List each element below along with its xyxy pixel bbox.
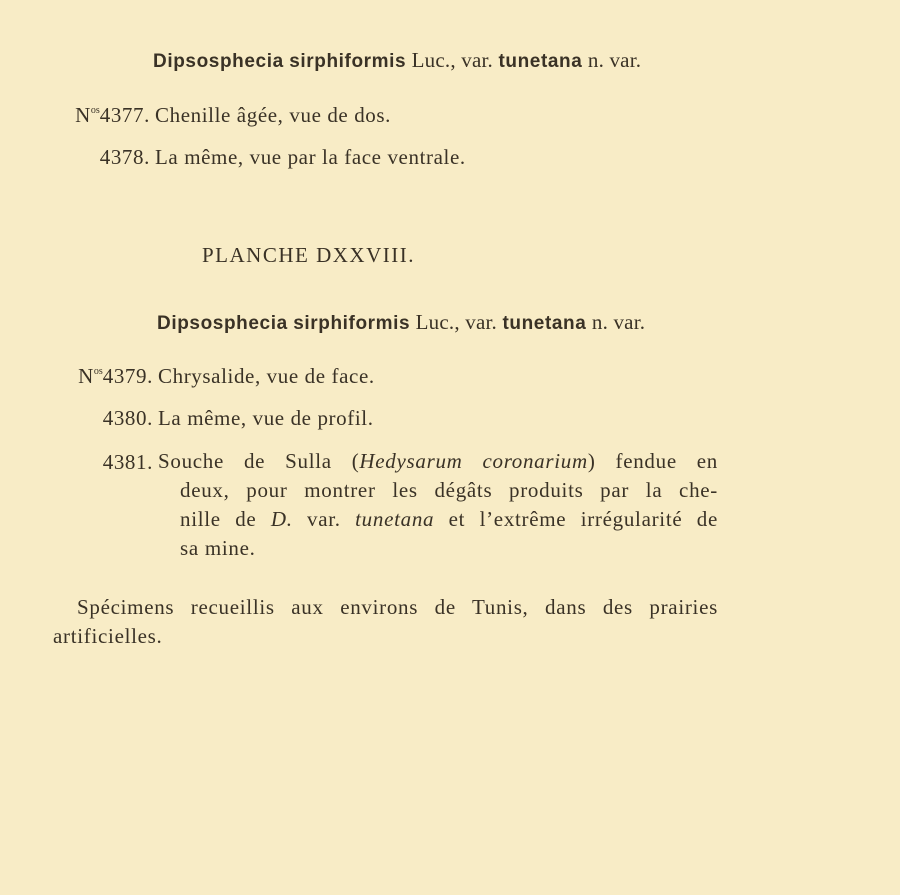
species-epithet: sirphiformis [293, 313, 411, 334]
paragraph-line-2: artificielles. [53, 624, 163, 648]
author: Luc., [411, 48, 456, 72]
entry-text: La même, vue par la face ventrale. [155, 145, 466, 169]
entry-number: $N^{os}4379$. [78, 364, 153, 388]
var-label: var. [461, 48, 493, 72]
entry-text: La même, vue de profil. [158, 406, 374, 430]
species-epithet: sirphiformis [289, 51, 407, 72]
variety-name: tunetana [502, 313, 587, 334]
new-var-label: n. var. [587, 48, 642, 72]
entry-number: 4380. [102, 406, 153, 430]
entry-text: Chrysalide, vue de face. [158, 364, 375, 388]
genus-name: Dipsosphecia [153, 51, 284, 72]
entry-line-2: deux, pour montrer les dégâts produits par la che- [180, 478, 718, 502]
var-label: var. [465, 310, 497, 334]
entry-line-4: sa mine. [180, 536, 256, 560]
genus-name: Dipsosphecia [157, 313, 288, 334]
paragraph-line-1: Spécimens recueillis aux environs de Tunis, dans des prairies [77, 595, 718, 619]
entry-text-multiline [158, 447, 718, 563]
entry-number: 4378. [99, 145, 150, 169]
specimens-paragraph [53, 593, 718, 651]
entry-number: $N^{os}4377$. [75, 103, 150, 127]
author: Luc., [415, 310, 460, 334]
entry-line-1: Souche de Sulla (Hedysarum coronarium) fendue en [158, 449, 718, 473]
entry-number: 4381. [102, 450, 153, 474]
entry-text: Chenille âgée, vue de dos. [155, 103, 392, 127]
species-heading-2 [157, 310, 645, 335]
entry-line-3: nille de D. var. tunetana et l’extrême irrégularité de [180, 507, 718, 531]
plate-title: PLANCHE DXXVIII. [202, 243, 415, 267]
italic-species-name: Hedysarum coronarium [359, 449, 588, 473]
species-heading-1 [153, 48, 641, 73]
variety-name: tunetana [498, 51, 583, 72]
new-var-label: n. var. [591, 310, 646, 334]
